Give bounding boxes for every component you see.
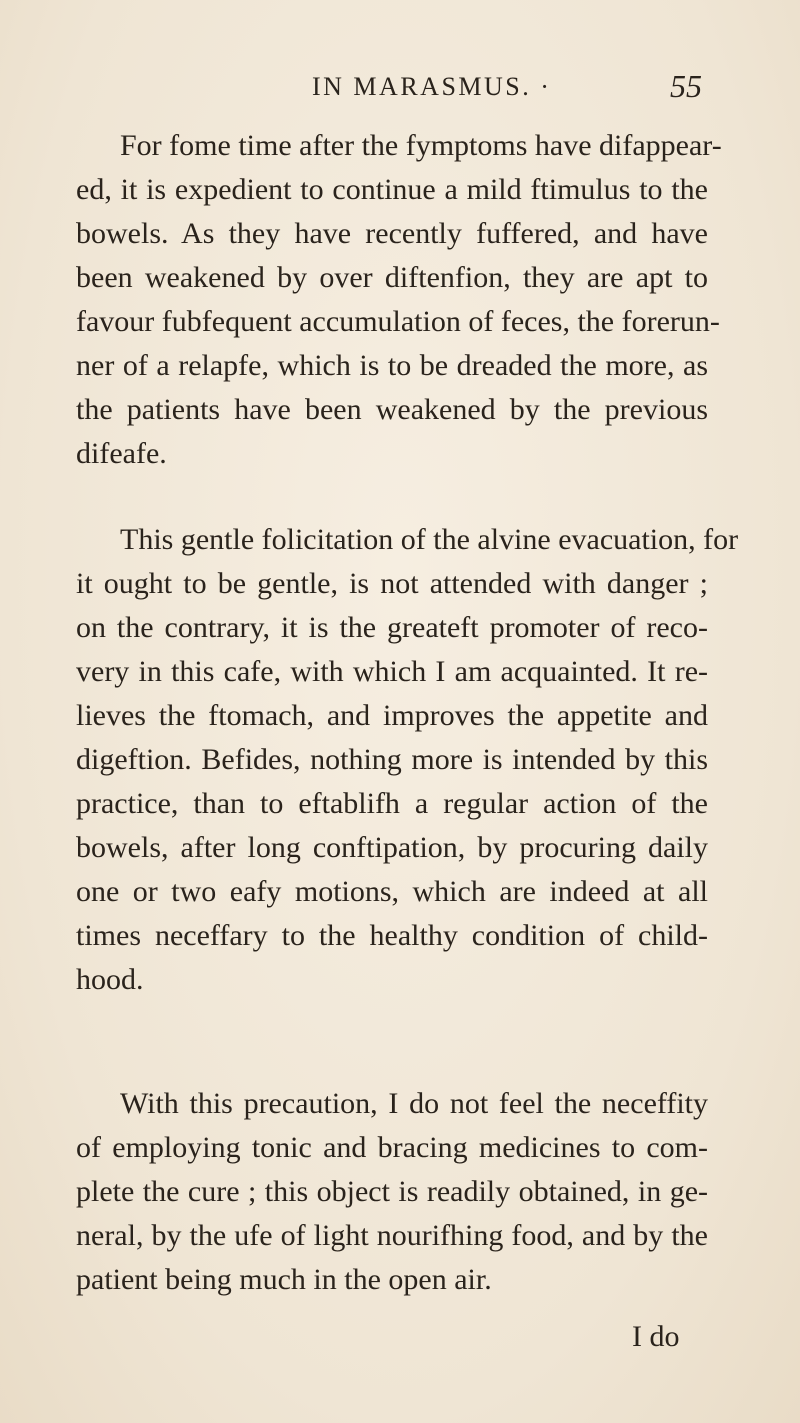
- text-line: lieves the ftomach, and improves the appetite and: [76, 699, 708, 732]
- text-line: digeftion. Befides, nothing more is intended by this: [76, 743, 708, 776]
- paragraph-3: [76, 1082, 708, 1302]
- text-line: bowels. As they have recently fuffered, and have: [76, 217, 708, 250]
- text-line: favour fubfequent accumulation of feces, the forerun-: [76, 305, 720, 338]
- catchword: I do: [632, 1320, 680, 1353]
- text-line: one or two eafy motions, which are indeed at all: [76, 875, 708, 908]
- text-line: hood.: [76, 963, 144, 996]
- text-line: plete the cure ; this object is readily obtained, in ge-: [76, 1175, 708, 1208]
- text-line: of employing tonic and bracing medicines to com-: [76, 1131, 708, 1164]
- text-line: very in this cafe, with which I am acquainted. It re-: [76, 655, 708, 688]
- running-title: IN MARASMUS. ·: [312, 72, 552, 101]
- text-line: bowels, after long conftipation, by procuring daily: [76, 831, 708, 864]
- paragraph-1: [76, 124, 722, 476]
- text-line: With this precaution, I do not feel the neceffity: [120, 1087, 708, 1120]
- page-header: [0, 68, 800, 108]
- text-line: ner of a relapfe, which is to be dreaded the more, as: [76, 349, 708, 382]
- text-line: patient being much in the open air.: [76, 1263, 492, 1296]
- text-line: it ought to be gentle, is not attended with danger ;: [76, 567, 708, 600]
- text-line: For fome time after the fymptoms have difappear-: [120, 129, 722, 162]
- text-line: ed, it is expedient to continue a mild ftimulus to the: [76, 173, 708, 206]
- text-line: been weakened by over diftenfion, they are apt to: [76, 261, 708, 294]
- text-line: practice, than to eftablifh a regular action of the: [76, 787, 708, 820]
- text-line: This gentle folicitation of the alvine evacuation, for: [120, 523, 739, 556]
- text-line: neral, by the ufe of light nourifhing food, and by the: [76, 1219, 708, 1252]
- text-line: on the contrary, it is the greateft promoter of reco-: [76, 611, 708, 644]
- page-number: 55: [670, 68, 702, 104]
- text-line: difeafe.: [76, 437, 167, 470]
- text-line: times neceffary to the healthy condition of child-: [76, 919, 708, 952]
- text-line: the patients have been weakened by the previous: [76, 393, 708, 426]
- paragraph-2: [76, 518, 739, 1002]
